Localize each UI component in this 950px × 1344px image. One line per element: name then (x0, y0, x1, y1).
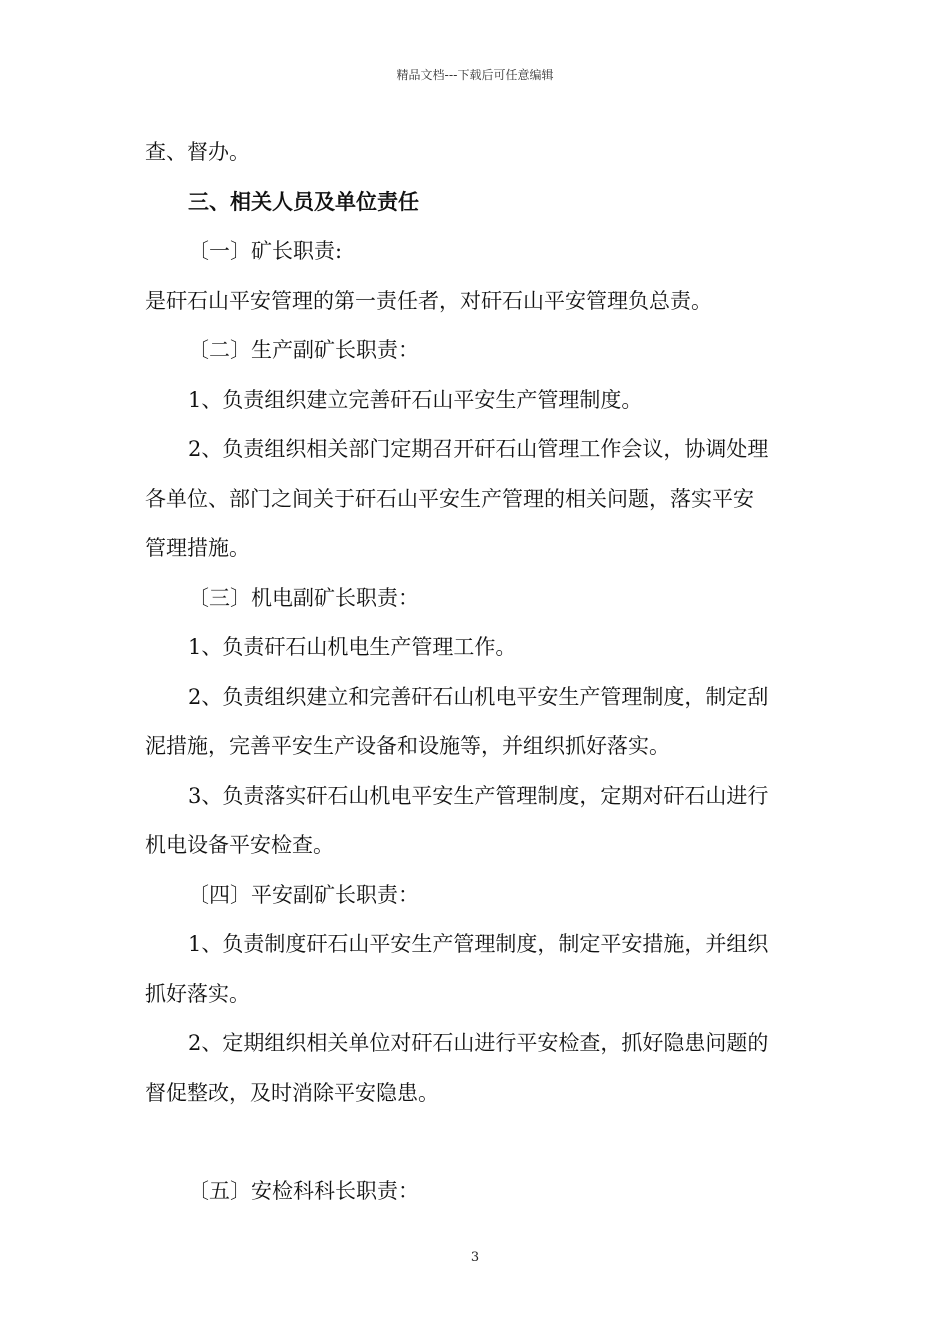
paragraph-line: 机电设备平安检查。 (145, 833, 334, 857)
page-number: 3 (470, 1250, 480, 1265)
paragraph-line: 2、负责组织相关部门定期召开矸石山管理工作会议，协调处理 (188, 437, 769, 461)
subsection-heading: 〔三〕机电副矿长职责： (188, 585, 419, 610)
paragraph-line: 督促整改，及时消除平安隐患。 (145, 1080, 439, 1105)
page-header: 精品文档---下载后可任意编辑 (396, 68, 554, 82)
paragraph-line: 1、负责组织建立完善矸石山平安生产管理制度。 (188, 387, 643, 412)
paragraph-line: 3、负责落实矸石山机电平安生产管理制度，定期对矸石山进行 (188, 783, 769, 808)
blank-line (145, 1118, 807, 1167)
subsection-heading: 〔二〕生产副矿长职责： (188, 338, 419, 362)
paragraph-line: 抓好落实。 (145, 981, 250, 1006)
document-body (145, 128, 807, 1217)
paragraph-line: 1、负责矸石山机电生产管理工作。 (188, 635, 517, 659)
subsection-heading: 〔五〕安检科科长职责： (188, 1179, 419, 1203)
paragraph-line: 泥措施，完善平安生产设备和设施等，并组织抓好落实。 (145, 734, 670, 758)
paragraph-line: 各单位、部门之间关于矸石山平安生产管理的相关问题，落实平安 (145, 486, 754, 511)
subsection-heading: 〔一〕矿长职责: (188, 239, 343, 263)
paragraph-line: 是矸石山平安管理的第一责任者，对矸石山平安管理负总责。 (145, 288, 712, 313)
paragraph-line: 管理措施。 (145, 536, 250, 560)
paragraph-line: 2、定期组织相关单位对矸石山进行平安检查，抓好隐患问题的 (188, 1031, 769, 1055)
paragraph-line: 查、督办。 (145, 140, 250, 164)
subsection-heading: 〔四〕平安副矿长职责： (188, 882, 419, 907)
paragraph-line: 1、负责制度矸石山平安生产管理制度，制定平安措施，并组织 (188, 932, 769, 956)
paragraph-line: 2、负责组织建立和完善矸石山机电平安生产管理制度，制定刮 (188, 684, 769, 709)
section-heading: 三、相关人员及单位责任 (188, 189, 419, 214)
